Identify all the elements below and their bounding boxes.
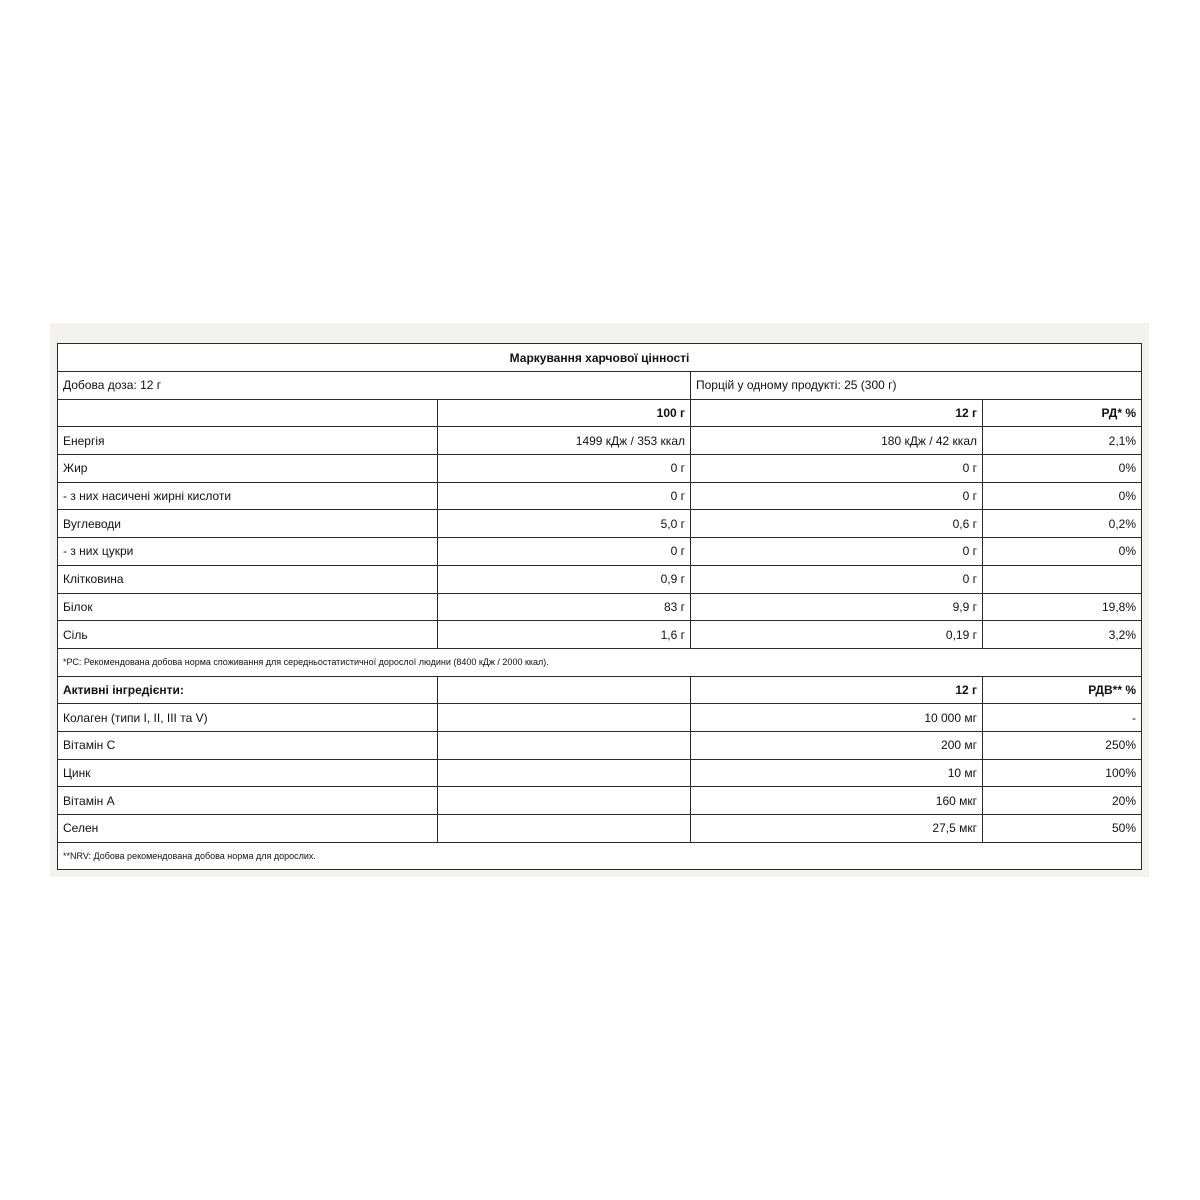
table-row [58, 621, 1142, 649]
empty-cell [438, 759, 691, 787]
value-per-100g: 0,9 г [438, 565, 691, 593]
footnote-row [58, 648, 1142, 676]
title-row [58, 344, 1142, 372]
header-cell: 12 г [691, 676, 983, 704]
daily-percent: 2,1% [983, 427, 1142, 455]
value-per-serving: 0 г [691, 538, 983, 566]
value-per-serving: 0,19 г [691, 621, 983, 649]
ingredient-name: Селен [58, 815, 438, 843]
value-per-serving: 0,6 г [691, 510, 983, 538]
value-per-100g: 0 г [438, 482, 691, 510]
footnote-rs: *РС: Рекомендована добова норма споживання для середньостатистичної дорослої людини (8400 кДж / 2000 ккал). [58, 648, 1142, 676]
ingredient-name: Вітамін С [58, 731, 438, 759]
value-per-100g: 83 г [438, 593, 691, 621]
value-per-100g: 0 г [438, 538, 691, 566]
nutrient-name: - з них цукри [58, 538, 438, 566]
nrv-percent: 20% [983, 787, 1142, 815]
header-cell: 100 г [438, 399, 691, 427]
table-row [58, 593, 1142, 621]
footnote-row [58, 842, 1142, 870]
table-row [58, 510, 1142, 538]
nutrient-name: - з них насичені жирні кислоти [58, 482, 438, 510]
value-per-serving: 9,9 г [691, 593, 983, 621]
table-row [58, 759, 1142, 787]
table-row [58, 787, 1142, 815]
table-row [58, 731, 1142, 759]
nutrient-name: Сіль [58, 621, 438, 649]
daily-percent: 3,2% [983, 621, 1142, 649]
nrv-percent: 250% [983, 731, 1142, 759]
header-cell [58, 399, 438, 427]
nutrition-header-row [58, 399, 1142, 427]
ingredient-name: Цинк [58, 759, 438, 787]
ingredient-amount: 27,5 мкг [691, 815, 983, 843]
empty-cell [438, 704, 691, 732]
value-per-100g: 5,0 г [438, 510, 691, 538]
daily-percent: 0% [983, 482, 1142, 510]
ingredient-amount: 200 мг [691, 731, 983, 759]
daily-percent: 19,8% [983, 593, 1142, 621]
table-row [58, 455, 1142, 483]
nutrient-name: Білок [58, 593, 438, 621]
nrv-percent: - [983, 704, 1142, 732]
nrv-percent: 100% [983, 759, 1142, 787]
table-title: Маркування харчової цінності [58, 344, 1142, 372]
table-row [58, 538, 1142, 566]
daily-dose: Добова доза: 12 г [58, 372, 691, 400]
header-cell [438, 676, 691, 704]
ingredient-amount: 10 000 мг [691, 704, 983, 732]
nutrient-name: Енергія [58, 427, 438, 455]
nrv-percent: 50% [983, 815, 1142, 843]
ingredient-name: Вітамін А [58, 787, 438, 815]
active-header-row [58, 676, 1142, 704]
nutrition-facts-table [57, 343, 1142, 870]
nutrient-name: Клітковина [58, 565, 438, 593]
header-cell: РДВ** % [983, 676, 1142, 704]
empty-cell [438, 731, 691, 759]
daily-percent [983, 565, 1142, 593]
ingredient-amount: 160 мкг [691, 787, 983, 815]
daily-percent: 0% [983, 455, 1142, 483]
value-per-serving: 0 г [691, 482, 983, 510]
table-row [58, 565, 1142, 593]
empty-cell [438, 815, 691, 843]
header-cell: 12 г [691, 399, 983, 427]
ingredient-amount: 10 мг [691, 759, 983, 787]
value-per-100g: 1,6 г [438, 621, 691, 649]
value-per-serving: 0 г [691, 455, 983, 483]
table-row [58, 815, 1142, 843]
value-per-serving: 180 кДж / 42 ккал [691, 427, 983, 455]
empty-cell [438, 787, 691, 815]
table-row [58, 704, 1142, 732]
value-per-100g: 1499 кДж / 353 ккал [438, 427, 691, 455]
nutrient-name: Вуглеводи [58, 510, 438, 538]
nutrient-name: Жир [58, 455, 438, 483]
header-cell: РД* % [983, 399, 1142, 427]
table-row [58, 427, 1142, 455]
daily-percent: 0% [983, 538, 1142, 566]
portions-per-product: Порцій у одному продукті: 25 (300 г) [691, 372, 1142, 400]
dose-row [58, 372, 1142, 400]
ingredient-name: Колаген (типи I, II, III та V) [58, 704, 438, 732]
table-row [58, 482, 1142, 510]
value-per-100g: 0 г [438, 455, 691, 483]
value-per-serving: 0 г [691, 565, 983, 593]
active-ingredients-heading: Активні інгредієнти: [58, 676, 438, 704]
footnote-nrv: **NRV: Добова рекомендована добова норма для дорослих. [58, 842, 1142, 870]
daily-percent: 0,2% [983, 510, 1142, 538]
